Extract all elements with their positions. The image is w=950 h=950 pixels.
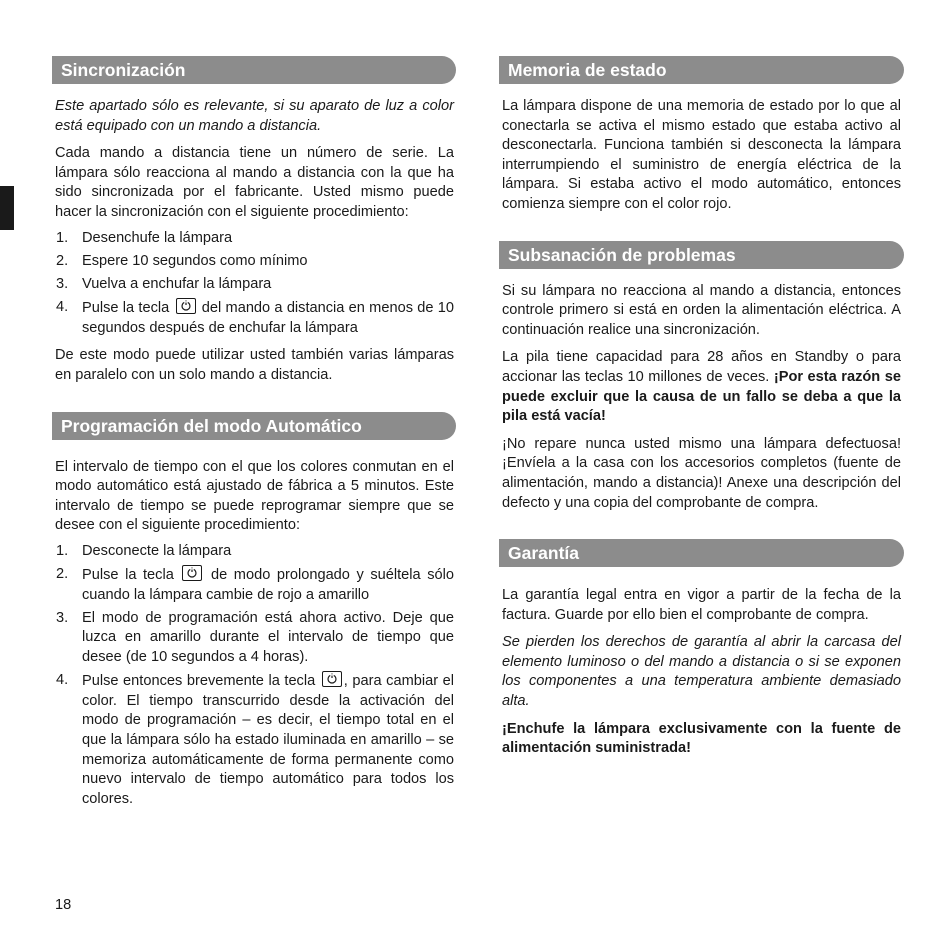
auto-steps bbox=[52, 542, 456, 810]
warranty-paragraph-1: La garantía legal entra en vigor a partir de la fecha de la factura. Guarde por ello bien el comprobante de compra. bbox=[502, 587, 901, 623]
warranty-paragraph-3: ¡Enchufe la lámpara exclusivamente con la fuente de alimentación suministrada! bbox=[502, 720, 901, 757]
list-item: 4. Pulse la tecla del mando a distancia en menos de 10 segundos después de enchufar la lámpara bbox=[56, 299, 454, 336]
list-item: 2. Pulse la tecla de modo prolongado y suéltela sólo cuando la lámpara cambie de rojo a amarillo bbox=[56, 566, 454, 603]
list-item: 2. Espere 10 segundos como mínimo bbox=[56, 252, 308, 269]
trouble-paragraph-2: La pila tiene capacidad para 28 años en Standby o para accionar las teclas 10 millones de veces. ¡Por esta razón se puede excluir que la causa de un fallo se deba a que la pila está vacía! bbox=[502, 349, 901, 425]
left-column bbox=[52, 56, 456, 831]
remote-key-icon bbox=[182, 565, 202, 581]
section-sincronizacion bbox=[52, 56, 456, 386]
memory-paragraph-1: La lámpara dispone de una memoria de estado por lo que al conectarla se activa el mismo estado que estaba activo al desconectarla. Funciona también si desconecta la lámpara interrumpiendo el suministro de energía eléctrica de la lámpara. Si estaba activo el modo automático, entonces comienza siempre con el color rojo. bbox=[502, 98, 901, 212]
trouble-paragraph-1: Si su lámpara no reacciona al mando a distancia, entonces controle primero si está en orden la alimentación eléctrica. A continuación realice una sincronización. bbox=[502, 282, 901, 338]
section-problemas bbox=[499, 241, 903, 514]
warranty-paragraph-2: Se pierden los derechos de garantía al abrir la carcasa del elemento luminoso o del mando a distancia o si se exponen los componentes a una temperatura ambiente demasiado alta. bbox=[502, 634, 901, 710]
auto-paragraph-1: El intervalo de tiempo con el que los colores conmutan en el modo automático está ajustado de fábrica a 5 minutos. Este intervalo de tiempo se puede reprogramar siempre que se desee con el siguiente procedimiento: bbox=[55, 458, 454, 534]
section-memoria bbox=[499, 56, 903, 215]
section-garantia bbox=[499, 539, 903, 759]
chapter-tab-marker bbox=[0, 186, 14, 230]
remote-key-icon bbox=[176, 298, 196, 314]
right-column bbox=[499, 56, 903, 781]
sync-intro: Este apartado sólo es relevante, si su aparato de luz a color está equipado con un mando a distancia. bbox=[55, 98, 454, 134]
page-number: 18 bbox=[55, 897, 72, 913]
heading-memoria: Memoria de estado bbox=[499, 56, 904, 84]
remote-key-icon bbox=[322, 671, 342, 687]
section-programacion bbox=[52, 412, 456, 810]
list-item: 1. Desconecte la lámpara bbox=[56, 542, 232, 559]
list-item: 1. Desenchufe la lámpara bbox=[56, 229, 233, 246]
sync-steps bbox=[52, 229, 456, 339]
heading-programacion: Programación del modo Automático bbox=[52, 412, 456, 440]
list-item: 4. Pulse entonces brevemente la tecla , para cambiar el color. El tiempo transcurrido desde la activación del modo de programación – es decir, el tiempo total en el que la lámpara sólo ha estado iluminada en amarillo – se memoriza automáticamente de forma permanente como nuevo intervalo de tiempo automático para todos los colores. bbox=[56, 672, 454, 807]
sync-paragraph-1: Cada mando a distancia tiene un número de serie. La lámpara sólo reacciona al mando a distancia con la que ha sido sincronizada por el fabricante. Usted mismo puede hacer la sincronización con el siguiente procedimiento: bbox=[55, 145, 454, 220]
heading-problemas: Subsanación de problemas bbox=[499, 241, 904, 269]
heading-sincronizacion: Sincronización bbox=[52, 56, 456, 84]
heading-garantia: Garantía bbox=[499, 539, 904, 567]
sync-paragraph-2: De este modo puede utilizar usted también varias lámparas en paralelo con un solo mando a distancia. bbox=[55, 347, 454, 383]
list-item: 3. El modo de programación está ahora activo. Deje que luzca en amarillo durante el intervalo de tiempo que desee (de 10 segundos a 4 horas). bbox=[56, 609, 454, 666]
trouble-paragraph-3: ¡No repare nunca usted mismo una lámpara defectuosa! ¡Envíela a la casa con los accesorios completos (fuente de alimentación, mando a distancia)! Anexe una descripción del defecto y una copia del comprobante de compra. bbox=[502, 435, 901, 511]
list-item: 3. Vuelva a enchufar la lámpara bbox=[56, 275, 272, 292]
